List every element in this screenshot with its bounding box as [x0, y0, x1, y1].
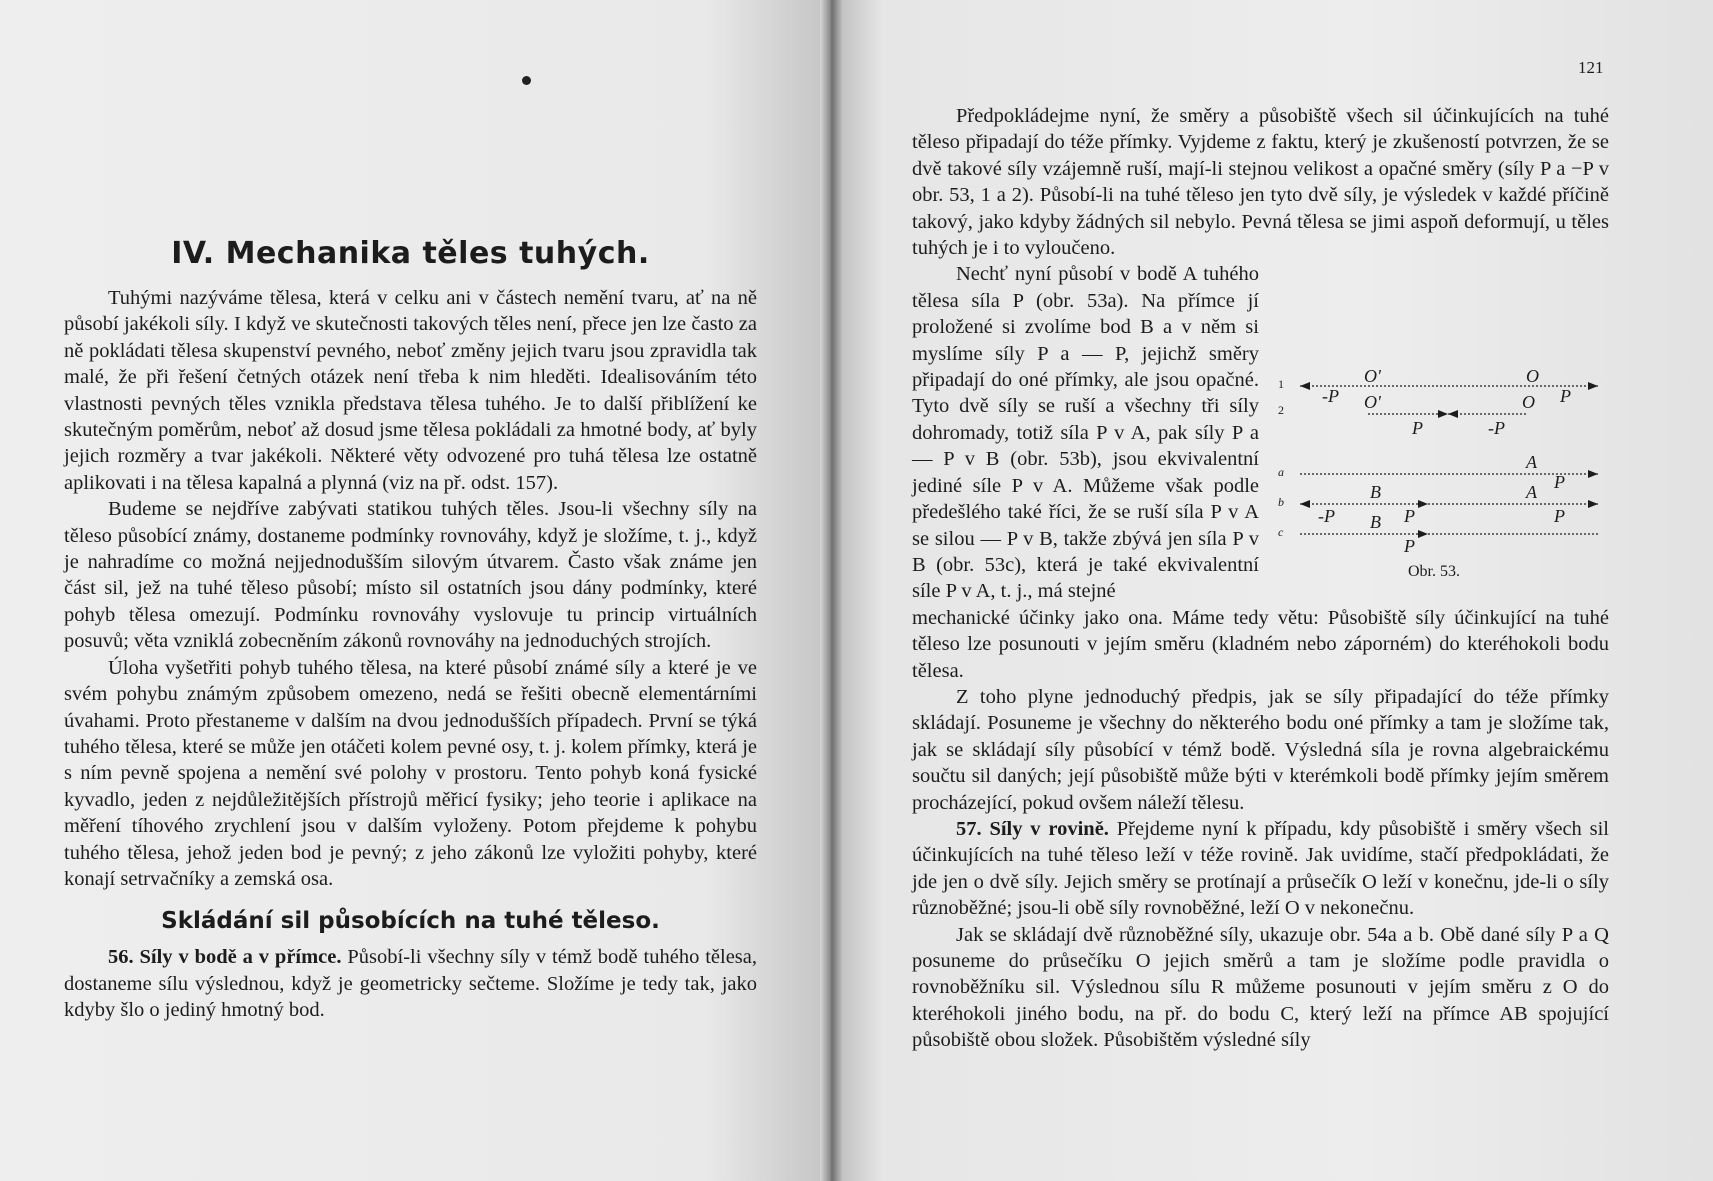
wrapped-text: Nechť nyní působí v bodě A tuhého tělesa síla P (obr. 53a). Na přímce jí proložené si zvolíme bod B a v něm si myslíme síly P a — P, jejichž směry připadají do oné přímky, ale jsou opačné. Tyto dvě síly se ruší a všechny tři síly dohromady, totiž síla P v A, pak síly P a — P v B (obr. 53b), jsou ekvivalentní jediné síle P v A. Můžeme však podle předešlého také říci, že se ruší síla P v A se silou — P v B, takže zbývá jen síla P v B (obr. 53c), která je také ekvivalentní síle P v A, t. j., má stejné: [912, 263, 1259, 603]
section-title: Skládání sil působících na tuhé těleso.: [161, 908, 660, 935]
paragraph-57: [912, 816, 1609, 922]
figure-53-diagram: [1278, 362, 1610, 594]
arrowhead-right: [1418, 500, 1428, 508]
arrowhead-left: [1300, 382, 1310, 390]
label-minus-P: -P: [1488, 418, 1505, 438]
paragraph: Úloha vyšetřiti pohyb tuhého tělesa, na které působí známé síly a které je ve svém pohybu známým způsobem omezeno, nedá se řešiti obecně elementárními úvahami. Proto přestaneme v dalším na dvou jednodušších případech. První se týká tuhého tělesa, které se může jen otáčeti kolem pevné osy, t. j. kolem přímky, která je s ním pevně spojena a nemění své polohy v prostoru. Tento pohyb koná fysické kyvadlo, jeden z nejdůležitějších přístrojů měřicí fysiky; jeho teorie i aplikace na měření tíhového zrychlení jsou v dalším vyloženy. Potom přejdeme k pohybu tuhého tělesa, jehož jeden bod je pevný; z jeho zákonů lze vyložiti pohyby, které konají setrvačníky a zemská osa.: [64, 656, 757, 890]
label-O: O: [1522, 392, 1535, 412]
paragraph: Předpokládejme nyní, že směry a působiště všech sil účinkujících na tuhé těleso připadají do téže přímky. Vyjdeme z faktu, který je zkušeností potvrzen, že se dvě takové síly vzájemně ruší, mají-li stejnou velikost a opačné směry (síly P a −P v obr. 53, 1 a 2). Působí-li na tuhé těleso jen tyto dvě síly, je výsledek v každé příčině takový, jako kdyby žádných sil nebylo. Pevná tělesa se jimi aspoň deformují, u těles tuhých je i to vyloučeno.: [912, 105, 1609, 260]
label-B: B: [1370, 482, 1381, 502]
arrowhead-right: [1588, 500, 1598, 508]
paragraph: Budeme se nejdříve zabývati statikou tuhých těles. Jsou-li všechny síly na těleso působící známy, dostaneme podmínky rovnováhy, když je složíme, t. j., když je nahradíme co možná nejjednodušším silovým útvarem. Často však známe jen část sil, jež na tuhé těleso působí; místo sil ostatních jsou dány podmínky, které pohyb tělesa omezují. Podmínku rovnováhy vyslovuje tu princip virtuálních posuvů; věta vzniklá zobecněním zákonů rovnováhy na jednoduchých strojích.: [64, 498, 757, 653]
page-number: 121: [1578, 58, 1604, 77]
row-label-b: b: [1278, 495, 1284, 509]
figure-caption: Obr. 53.: [1408, 563, 1460, 580]
label-P: P: [1404, 536, 1415, 556]
arrowhead-right: [1588, 382, 1598, 390]
label-A: A: [1526, 482, 1537, 502]
book-gutter: [820, 0, 842, 1181]
arrowhead: [1448, 410, 1458, 418]
paragraph-56: [64, 944, 757, 1023]
label-P: P: [1554, 506, 1565, 526]
row-label-c: c: [1278, 525, 1284, 539]
section-56-text: Působí-li všechny síly v témž bodě tuhého tělesa, dostaneme sílu výslednou, když je geometricky sečteme. Složíme je tedy tak, jako kdyby šlo o jediný hmotný bod.: [64, 946, 757, 1022]
arrowhead-left: [1300, 500, 1310, 508]
section-57-text: Přejdeme nyní k případu, kdy působiště i směry všech sil účinkujících na tuhé těleso leží v téže rovině. Jak uvidíme, stačí předpokládati, že jde jen o dvě síly. Jejich směry se protínají a průsečík O leží v konečnu, jde-li o síly různoběžné; jsou-li obě síly rovnoběžné, leží O v nekonečnu.: [912, 817, 1609, 920]
label-B: B: [1370, 512, 1381, 532]
label-P: P: [1404, 506, 1415, 526]
paragraph: Z toho plyne jednoduchý předpis, jak se síly připadající do téže přímky skládají. Posuneme je všechny do některého bodu oné přímky a tam je složíme tak, jak se skládají síly působící v témž bodě. Výsledná síla je rovna algebraickému součtu sil daných; její působiště může býti v kterémkoli bodě přímky jejím směrem procházející, pokud ovšem náleží tělesu.: [912, 685, 1609, 814]
left-column: [64, 285, 757, 1024]
figure-53: [1278, 362, 1610, 594]
label-P: P: [1560, 386, 1571, 406]
label-O: O: [1526, 366, 1539, 386]
label-minus-P: -P: [1318, 506, 1335, 526]
ink-dot: [522, 76, 531, 85]
paragraph: mechanické účinky jako ona. Máme tedy větu: Působiště síly účinkující na tuhé těleso lze posunouti v jejím směru (kladném nebo záporném) do kteréhokoli bodu tělesa.: [912, 606, 1609, 682]
arrowhead-right: [1588, 470, 1598, 478]
arrowhead: [1438, 410, 1448, 418]
label-O-prime: O': [1364, 392, 1381, 412]
label-P: P: [1554, 472, 1565, 492]
section-57-heading: 57. Síly v rovině.: [956, 817, 1109, 840]
section-56-heading: 56. Síly v bodě a v přímce.: [108, 946, 342, 969]
paragraph: Jak se skládají dvě různoběžné síly, ukazuje obr. 54a a b. Obě dané síly P a Q posuneme do průsečíku O jejich směrů a tam je složíme podle pravidla o rovnoběžníku sil. Výslednou sílu R můžeme posunouti v jejím směru z O do kteréhokoli jiného bodu, na př. do bodu C, který leží na přímce AB spojující působiště obou složek. Působištěm výsledné síly: [912, 923, 1609, 1052]
row-label-a: a: [1278, 465, 1284, 479]
row-label-2: 2: [1278, 403, 1284, 417]
label-O-prime: O': [1364, 366, 1381, 386]
arrowhead-right: [1418, 530, 1428, 538]
label-minus-P: -P: [1322, 386, 1339, 406]
row-label-1: 1: [1278, 377, 1284, 391]
label-A: A: [1526, 452, 1537, 472]
chapter-title: IV. Mechanika těles tuhých.: [171, 236, 650, 271]
label-P: P: [1412, 418, 1423, 438]
paragraph: Tuhými nazýváme tělesa, která v celku ani v částech nemění tvaru, ať na ně působí jakékoli síly. I když ve skutečnosti takových těles není, přece jen lze často za ně pokládati tělesa skupenství pevného, neboť změny jejich tvaru jsou zpravidla tak malé, že při řešení četných otázek není třeba k nim hleděti. Idealisováním této vlastnosti pevných těles vznikla představa tělesa tuhého. Je to další přiblížení ke skutečným poměrům, neboť až dosud jsme tělesa pokládali za hmotné body, ať byly jejich rozměry a tvar jakékoli. Některé věty odvozené pro tuhá tělesa lze ostatně aplikovati i na tělesa kapalná a plynná (viz na př. odst. 157).: [64, 287, 757, 494]
